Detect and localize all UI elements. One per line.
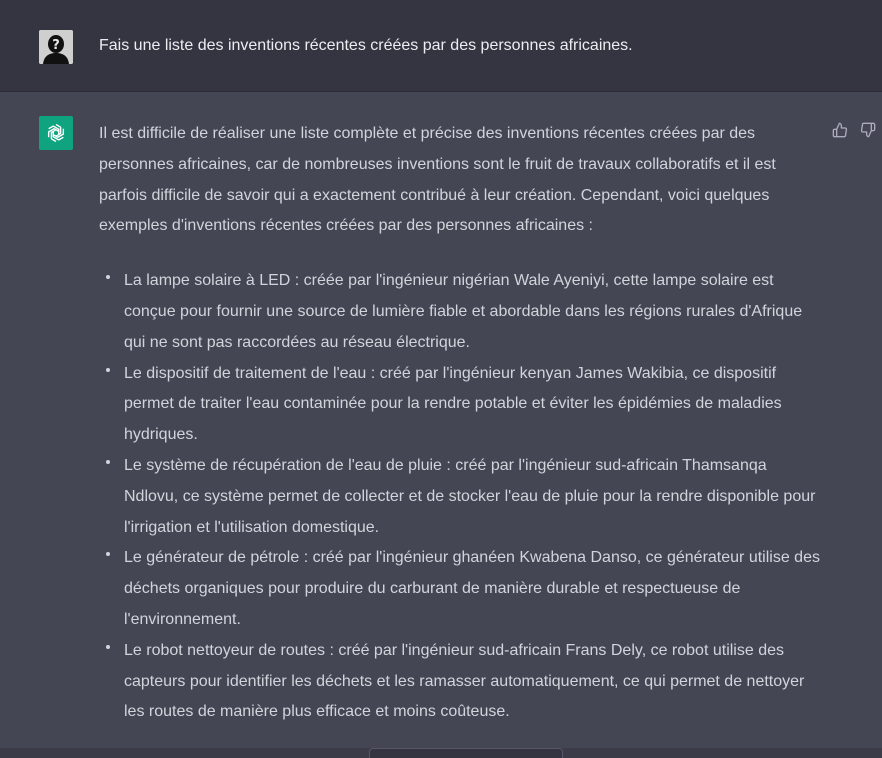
thumbs-up-button[interactable] [830, 120, 850, 140]
user-message-row [0, 0, 882, 92]
invention-list [99, 266, 821, 728]
user-avatar-icon [39, 30, 73, 64]
svg-text:?: ? [52, 38, 60, 53]
regenerate-button[interactable] [369, 748, 563, 758]
thumbs-up-icon [832, 122, 848, 138]
list-item: Le générateur de pétrole : créé par l'ingénieur ghanéen Kwabena Danso, ce générateur utilise des déchets organiques pour produire du carburant de manière durable et respectueuse de l'environnement. [99, 543, 821, 635]
thumbs-down-icon [860, 122, 876, 138]
list-item: Le système de récupération de l'eau de pluie : créé par l'ingénieur sud-africain Thamsanqa Ndlovu, ce système permet de collecter et de stocker l'eau de pluie pour la rendre disponible pour l'irrigation et l'utilisation domestique. [99, 451, 821, 543]
assistant-message-content [99, 119, 821, 728]
assistant-message-row [0, 92, 882, 758]
user-message-text: Fais une liste des inventions récentes créées par des personnes africaines. [99, 37, 633, 54]
openai-logo-icon [39, 116, 73, 150]
list-item: Le robot nettoyeur de routes : créé par l'ingénieur sud-africain Frans Dely, ce robot utilise des capteurs pour identifier les déchets et les ramasser automatiquement, ce qui permet de nettoyer les routes de manière plus efficace et moins coûteuse. [99, 636, 821, 728]
assistant-intro-paragraph: Il est difficile de réaliser une liste complète et précise des inventions récentes créées par des personnes africaines, car de nombreuses inventions sont le fruit de travaux collaboratifs et il est parfois difficile de savoir qui a exactement contribué à leur création. Cependant, voici quelques exemples d'inventions récentes créées par des personnes africaines : [99, 125, 776, 235]
thumbs-down-button[interactable] [858, 120, 878, 140]
list-item: Le dispositif de traitement de l'eau : créé par l'ingénieur kenyan James Wakibia, ce dispositif permet de traiter l'eau contaminée pour la rendre potable et éviter les épidémies de maladies hydriques. [99, 359, 821, 451]
list-item: La lampe solaire à LED : créée par l'ingénieur nigérian Wale Ayeniyi, cette lampe solaire est conçue pour fournir une source de lumière fiable et abordable dans les régions rurales d'Afrique qui ne sont pas raccordées au réseau électrique. [99, 266, 821, 358]
